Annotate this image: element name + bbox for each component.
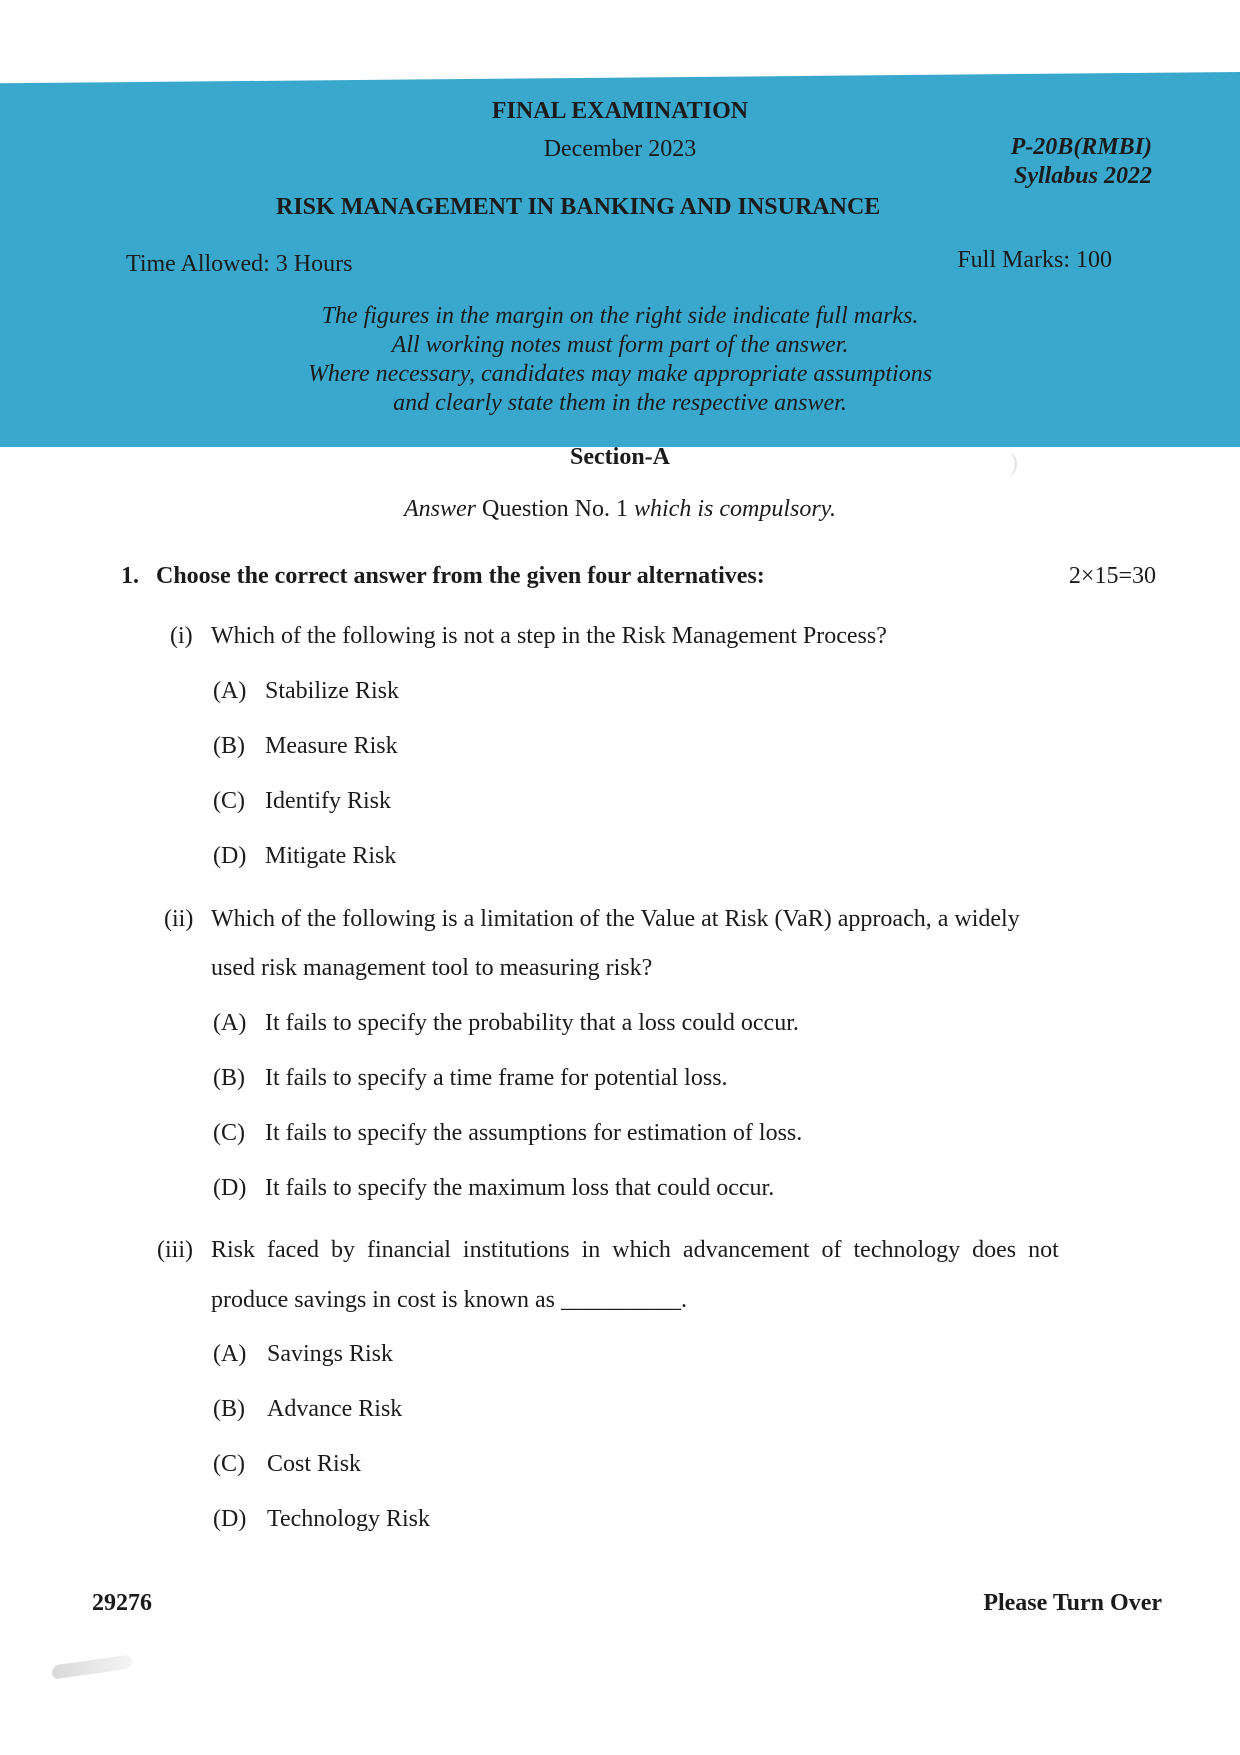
question-number: 1. bbox=[121, 563, 139, 589]
question-marks: 2×15=30 bbox=[1068, 563, 1156, 589]
item-question: Which of the following is not a step in the Risk Management Process? bbox=[211, 623, 887, 649]
item-number: (iii) bbox=[157, 1237, 193, 1263]
option-label: (A) bbox=[213, 678, 247, 704]
option-label: (A) bbox=[213, 1341, 247, 1367]
section-note-italic: which is compulsory. bbox=[634, 496, 836, 522]
item-question: Which of the following is a limitation of the Value at Risk (VaR) approach, a widely bbox=[211, 906, 1020, 932]
exam-title: FINAL EXAMINATION bbox=[491, 98, 749, 124]
instruction-line: The figures in the margin on the right side indicate full marks. bbox=[321, 303, 919, 329]
option-label: (D) bbox=[213, 1506, 247, 1532]
time-allowed: Time Allowed: 3 Hours bbox=[126, 251, 353, 277]
item-number: (ii) bbox=[164, 906, 194, 932]
option-label: (D) bbox=[213, 843, 247, 869]
option-text: Stabilize Risk bbox=[265, 678, 399, 704]
section-note bbox=[0, 496, 1240, 523]
section-note-plain: Question No. 1 bbox=[482, 496, 628, 522]
subject-title: RISK MANAGEMENT IN BANKING AND INSURANCE bbox=[276, 194, 881, 220]
instruction-line: All working notes must form part of the answer. bbox=[391, 332, 849, 358]
instruction-line: Where necessary, candidates may make appropriate assumptions bbox=[307, 361, 933, 387]
option-label: (B) bbox=[213, 733, 245, 759]
section-title: Section-A bbox=[570, 444, 670, 470]
option-text: It fails to specify a time frame for potential loss. bbox=[265, 1065, 728, 1091]
option-text: Advance Risk bbox=[267, 1396, 403, 1422]
syllabus: Syllabus 2022 bbox=[1013, 163, 1152, 189]
paper-code: P-20B(RMBI) bbox=[1010, 134, 1152, 160]
item-question: Risk faced by financial institutions in which advancement of technology does not bbox=[211, 1237, 1059, 1263]
option-text: It fails to specify the probability that a loss could occur. bbox=[265, 1010, 799, 1036]
option-label: (C) bbox=[213, 1451, 245, 1477]
option-text: Savings Risk bbox=[267, 1341, 394, 1367]
option-text: Identify Risk bbox=[265, 788, 391, 814]
option-label: (A) bbox=[213, 1010, 247, 1036]
please-turn-over: Please Turn Over bbox=[983, 1590, 1162, 1616]
scan-smudge bbox=[52, 1654, 132, 1679]
section-note-italic: Answer bbox=[404, 496, 476, 522]
option-text: It fails to specify the maximum loss that could occur. bbox=[265, 1175, 775, 1201]
option-text: Measure Risk bbox=[265, 733, 398, 759]
item-question: used risk management tool to measuring risk? bbox=[211, 955, 653, 981]
option-label: (C) bbox=[213, 788, 245, 814]
option-label: (C) bbox=[213, 1120, 245, 1146]
option-text: It fails to specify the assumptions for estimation of loss. bbox=[265, 1120, 803, 1146]
option-text: Technology Risk bbox=[267, 1506, 430, 1532]
instruction-line: and clearly state them in the respective answer. bbox=[393, 390, 847, 416]
question-text: Choose the correct answer from the given four alternatives: bbox=[156, 563, 765, 589]
full-marks: Full Marks: 100 bbox=[957, 247, 1112, 273]
option-text: Cost Risk bbox=[267, 1451, 362, 1477]
option-label: (B) bbox=[213, 1396, 245, 1422]
option-label: (D) bbox=[213, 1175, 247, 1201]
paper-serial: 29276 bbox=[92, 1590, 152, 1616]
item-question: produce savings in cost is known as __________. bbox=[211, 1287, 687, 1313]
exam-date: December 2023 bbox=[543, 136, 697, 162]
bleed-through-text: ( bbox=[1010, 450, 1018, 476]
option-text: Mitigate Risk bbox=[265, 843, 397, 869]
item-number: (i) bbox=[170, 623, 193, 649]
option-label: (B) bbox=[213, 1065, 245, 1091]
